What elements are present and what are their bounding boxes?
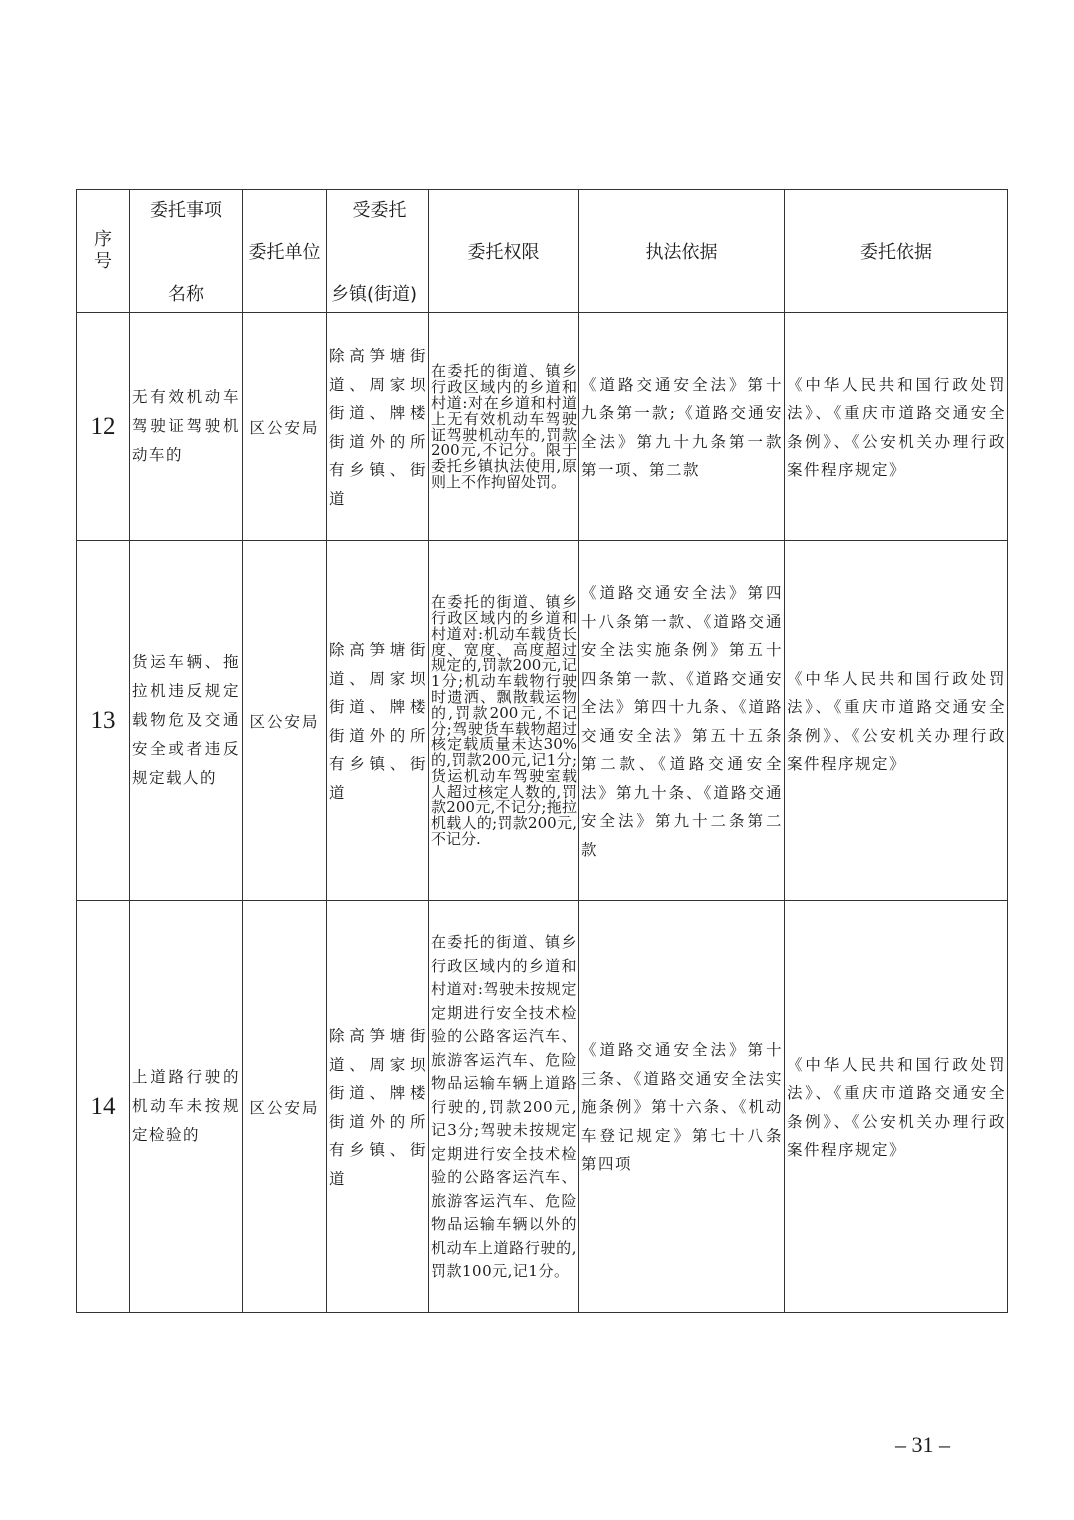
entrusted-town: 除高笋塘街道、周家坝街道、牌楼街道外的所有乡镇、街道: [327, 541, 429, 901]
header-seq: 序号: [77, 190, 130, 313]
header-entrust-basis: 委托依据: [785, 190, 1008, 313]
header-basis: 执法依据: [579, 190, 785, 313]
entrusting-unit: 区公安局: [243, 313, 327, 541]
header-item: 委托事项 名称: [130, 190, 243, 313]
authority-scope: 在委托的街道、镇乡行政区域内的乡道和村道:对在乡道和村道上无有效机动车驾驶证驾驶机动车的,罚款200元,不记分。限于委托乡镇执法使用,原则上不作拘留处罚。: [429, 313, 579, 541]
item-name: 上道路行驶的机动车未按规定检验的: [130, 901, 243, 1313]
entrusting-unit: 区公安局: [243, 541, 327, 901]
entrust-basis: 《中华人民共和国行政处罚法》、《重庆市道路交通安全条例》、《公安机关办理行政案件程序规定》: [785, 901, 1008, 1313]
delegation-table: [76, 189, 1008, 1313]
item-name: 货运车辆、拖拉机违反规定载物危及交通安全或者违反规定载人的: [130, 541, 243, 901]
header-authority: 委托权限: [429, 190, 579, 313]
table-row: [77, 901, 1008, 1313]
header-unit: 委托单位: [243, 190, 327, 313]
authority-scope: 在委托的街道、镇乡行政区域内的乡道和村道对:机动车载货长度、宽度、高度超过规定的,罚款200元,记1分;机动车载物行驶时遗洒、飘散载运物的,罚款200元,不记分;驾驶货车载物超过核定载质量未达30%的,罚款200元,记1分;货运机动车驾驶室载人超过核定人数的,罚款200元,不记分;拖拉机载人的;罚款200元,不记分.: [429, 541, 579, 901]
entrusted-town: 除高笋塘街道、周家坝街道、牌楼街道外的所有乡镇、街道: [327, 313, 429, 541]
authority-scope: 在委托的街道、镇乡行政区域内的乡道和村道对:驾驶未按规定定期进行安全技术检验的公路客运汽车、旅游客运汽车、危险物品运输车辆上道路行驶的,罚款200元,记3分;驾驶未按规定定期进行安全技术检验的公路客运汽车、旅游客运汽车、危险物品运输车辆以外的机动车上道路行驶的,罚款100元,记1分。: [429, 901, 579, 1313]
law-basis: 《道路交通安全法》第四十八条第一款、《道路交通安全法实施条例》第五十四条第一款、《道路交通安全法》第四十九条、《道路交通安全法》第五十五条第二款、《道路交通安全法》第九十条、《道路交通安全法》第九十二条第二款: [579, 541, 785, 901]
table-row: [77, 541, 1008, 901]
header-town: 受委托 乡镇(街道): [327, 190, 429, 313]
header-row: [77, 190, 1008, 313]
row-number: 13: [77, 541, 130, 901]
entrusting-unit: 区公安局: [243, 901, 327, 1313]
law-basis: 《道路交通安全法》第十九条第一款;《道路交通安全法》第九十九条第一款第一项、第二款: [579, 313, 785, 541]
entrust-basis: 《中华人民共和国行政处罚法》、《重庆市道路交通安全条例》、《公安机关办理行政案件程序规定》: [785, 313, 1008, 541]
page-number: – 31 –: [895, 1432, 950, 1457]
table-row: [77, 313, 1008, 541]
row-number: 12: [77, 313, 130, 541]
row-number: 14: [77, 901, 130, 1313]
entrusted-town: 除高笋塘街道、周家坝街道、牌楼街道外的所有乡镇、街道: [327, 901, 429, 1313]
law-basis: 《道路交通安全法》第十三条、《道路交通安全法实施条例》第十六条、《机动车登记规定》第七十八条第四项: [579, 901, 785, 1313]
entrust-basis: 《中华人民共和国行政处罚法》、《重庆市道路交通安全条例》、《公安机关办理行政案件程序规定》: [785, 541, 1008, 901]
item-name: 无有效机动车驾驶证驾驶机动车的: [130, 313, 243, 541]
